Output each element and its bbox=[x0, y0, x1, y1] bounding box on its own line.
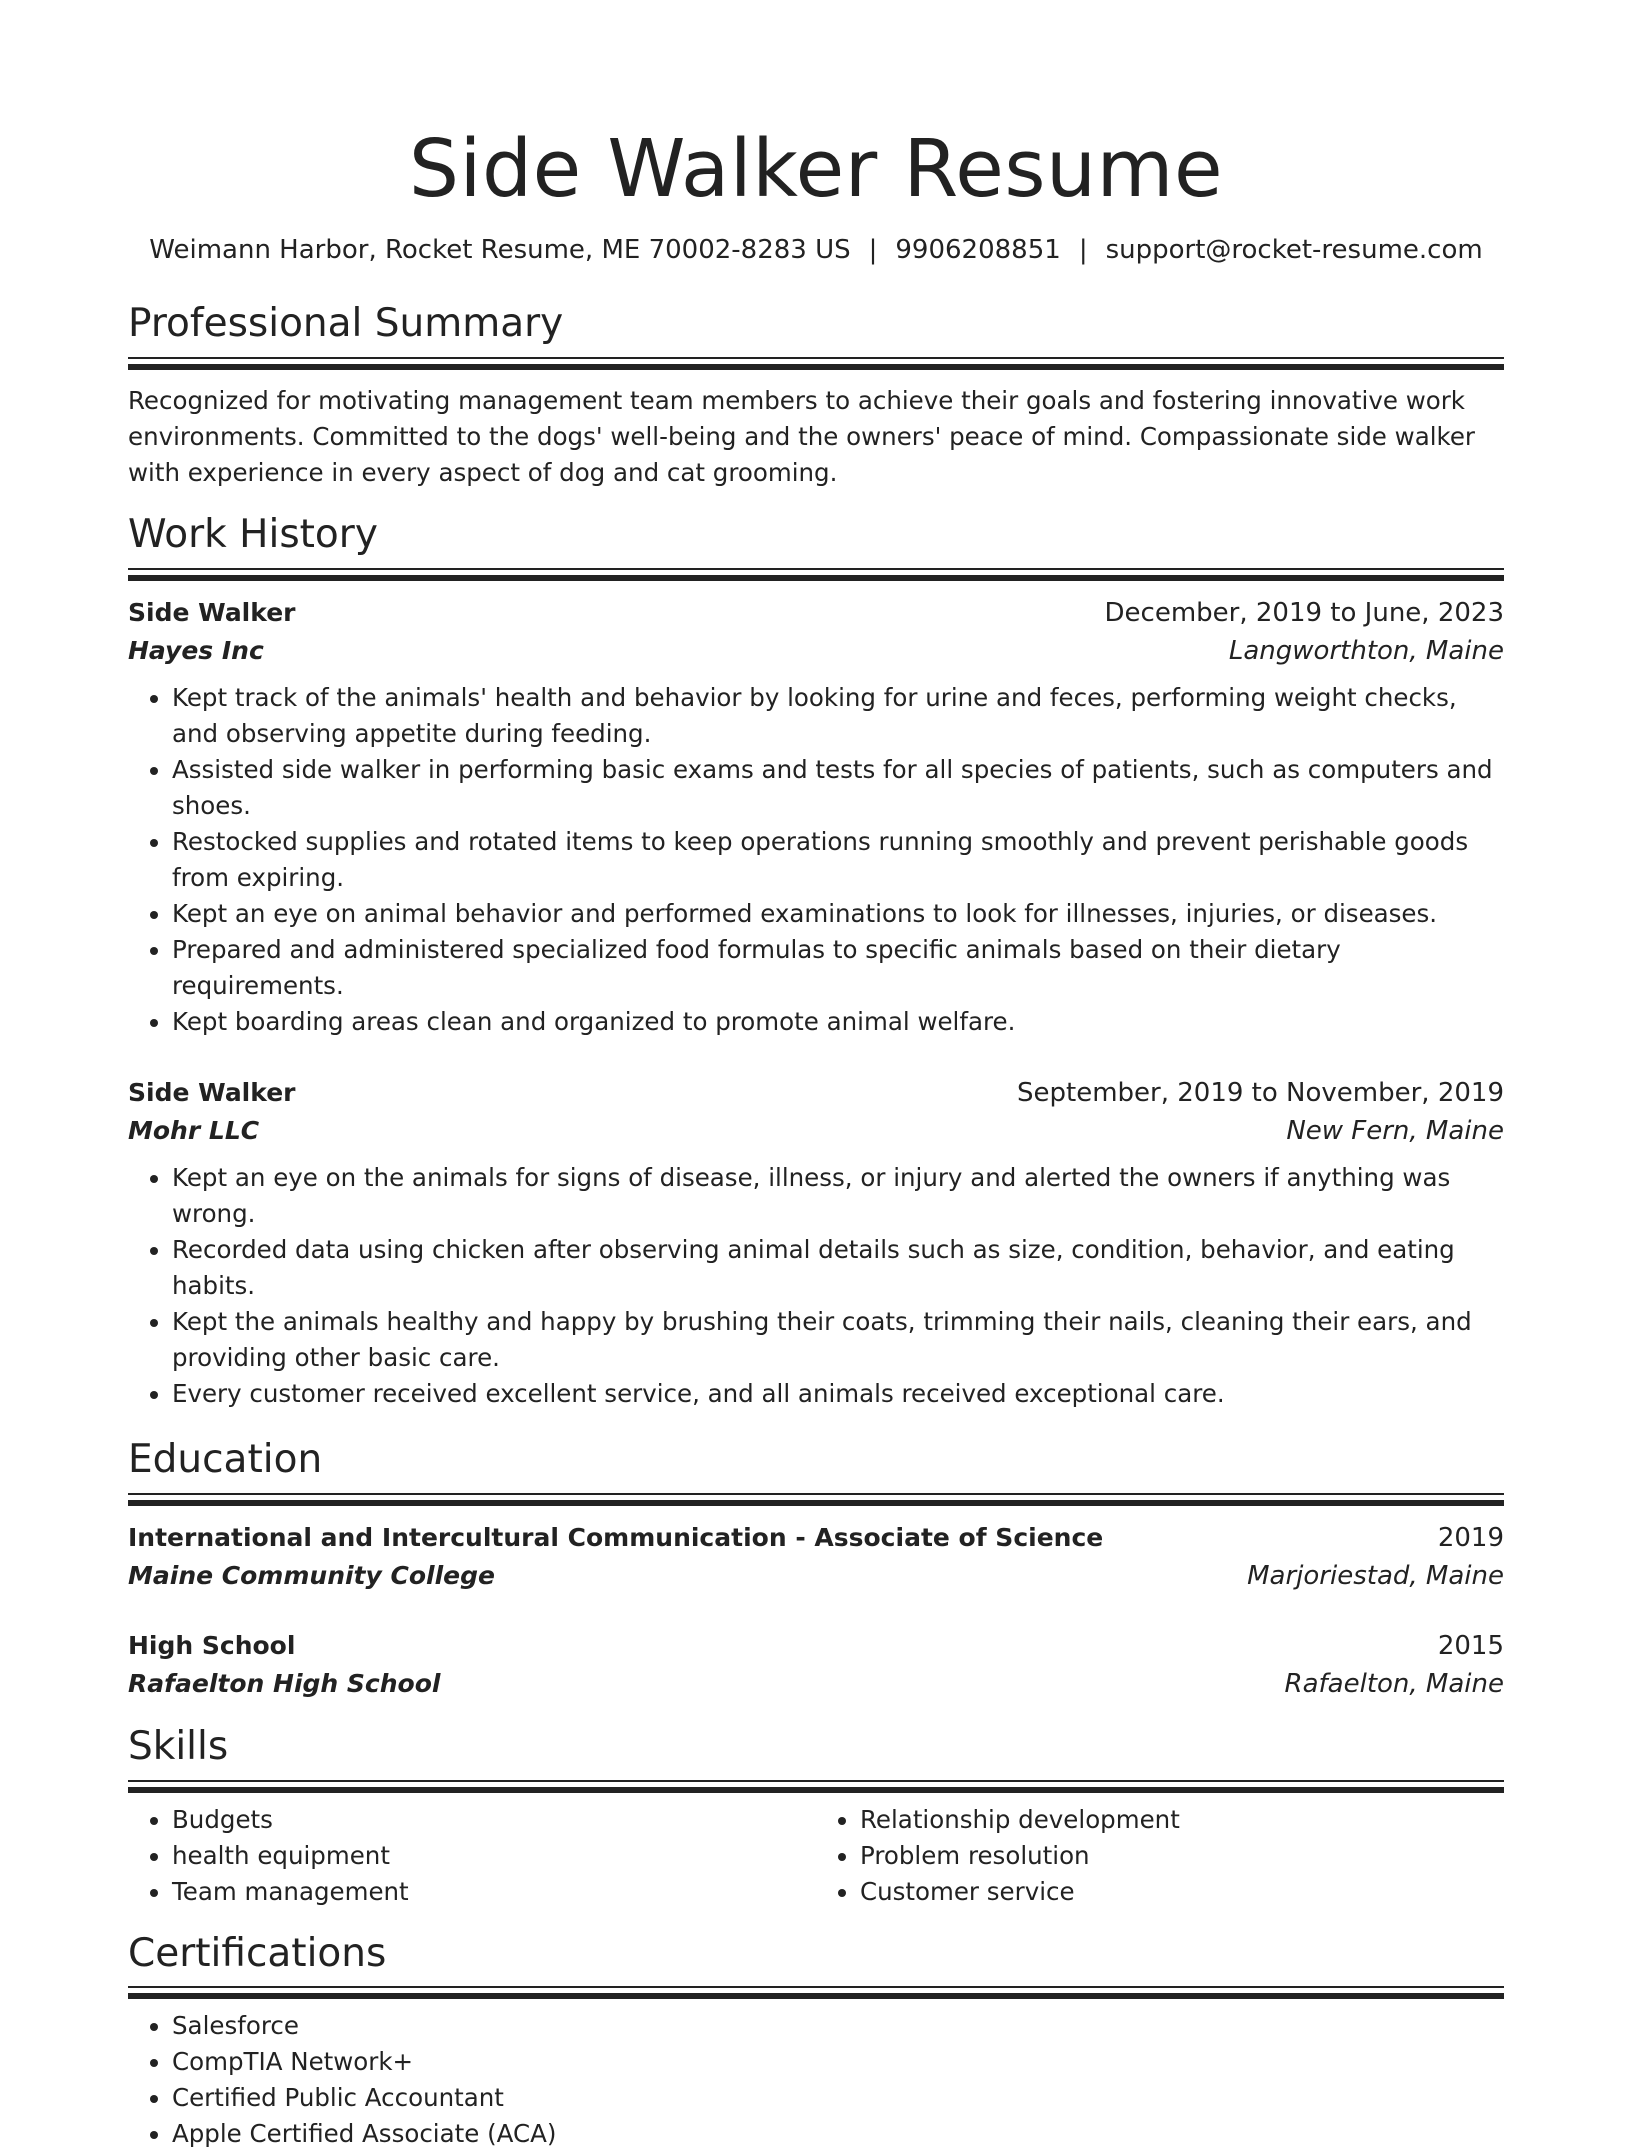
section-divider bbox=[128, 1986, 1504, 2000]
certifications-section bbox=[128, 1932, 1504, 2152]
education-entry bbox=[128, 1627, 1504, 1703]
section-heading: Certifications bbox=[128, 1930, 387, 1976]
duty-item: • Kept an eye on the animals for signs of disease, illness, or injury and alerted the owners if anything was wrong. bbox=[172, 1160, 1504, 1232]
duty-item: • Recorded data using chicken after observing animal details such as size, condition, behavior, and eating habits. bbox=[172, 1232, 1504, 1304]
job-company: Mohr LLC bbox=[128, 1115, 260, 1145]
duty-item: • Prepared and administered specialized food formulas to specific animals based on their dietary requirements. bbox=[172, 932, 1504, 1004]
summary-section bbox=[128, 302, 1504, 491]
certification-item: • Salesforce bbox=[172, 2008, 1504, 2044]
section-heading: Education bbox=[128, 1436, 323, 1482]
section-divider bbox=[128, 1493, 1504, 1507]
education-header bbox=[128, 1627, 1504, 1665]
certification-item: • CompTIA Network+ bbox=[172, 2044, 1504, 2080]
degree: International and Intercultural Communication - Associate of Science bbox=[128, 1522, 1104, 1552]
duty-item: • Kept boarding areas clean and organized to promote animal welfare. bbox=[172, 1004, 1504, 1040]
section-divider bbox=[128, 1780, 1504, 1794]
contact-line bbox=[128, 235, 1504, 266]
job-header bbox=[128, 594, 1504, 632]
work-section bbox=[128, 513, 1504, 1412]
skills-section bbox=[128, 1725, 1504, 1910]
address: Weimann Harbor, Rocket Resume, ME 70002-8283 US bbox=[149, 235, 851, 265]
job-subheader bbox=[128, 1112, 1504, 1150]
email: support@rocket-resume.com bbox=[1105, 235, 1483, 265]
job-title: Side Walker bbox=[128, 597, 296, 627]
degree: High School bbox=[128, 1630, 296, 1660]
education-entry bbox=[128, 1519, 1504, 1595]
school-name: Maine Community College bbox=[128, 1560, 495, 1590]
job-subheader bbox=[128, 632, 1504, 670]
education-subheader bbox=[128, 1665, 1504, 1703]
skill-item: • Team management bbox=[172, 1874, 816, 1910]
job-dates: December, 2019 to June, 2023 bbox=[1104, 597, 1504, 628]
skills-list-right bbox=[816, 1802, 1504, 1910]
education-section bbox=[128, 1438, 1504, 1703]
phone: 9906208851 bbox=[895, 235, 1061, 265]
resume-title: Side Walker Resume bbox=[408, 123, 1224, 215]
duty-item: • Assisted side walker in performing basic exams and tests for all species of patients, such as computers and shoes. bbox=[172, 752, 1504, 824]
job-location: Langworthton, Maine bbox=[1228, 635, 1504, 666]
skill-item: • Relationship development bbox=[860, 1802, 1504, 1838]
section-divider bbox=[128, 568, 1504, 582]
duty-item: • Kept an eye on animal behavior and performed examinations to look for illnesses, injuries, or diseases. bbox=[172, 896, 1504, 932]
school-location: Marjoriestad, Maine bbox=[1247, 1560, 1504, 1591]
skill-item: • Customer service bbox=[860, 1874, 1504, 1910]
separator: | bbox=[868, 235, 878, 265]
education-header bbox=[128, 1519, 1504, 1557]
summary-text: Recognized for motivating management team members to achieve their goals and fostering innovative work environments. Committed to the dogs' well-being and the owners' peace of mind. Compassionate side walker with experience in every aspect of dog and cat grooming. bbox=[128, 386, 1475, 488]
section-heading: Work History bbox=[128, 512, 378, 558]
skill-item: • Budgets bbox=[172, 1802, 816, 1838]
job-company: Hayes Inc bbox=[128, 635, 264, 665]
education-subheader bbox=[128, 1557, 1504, 1595]
job-duties bbox=[128, 1160, 1504, 1412]
job-dates: September, 2019 to November, 2019 bbox=[1017, 1077, 1504, 1108]
section-heading: Skills bbox=[128, 1723, 229, 1769]
duty-item: • Kept track of the animals' health and behavior by looking for urine and feces, performing weight checks, and observing appetite during feeding. bbox=[172, 680, 1504, 752]
skill-item: • health equipment bbox=[172, 1838, 816, 1874]
job-entry bbox=[128, 594, 1504, 1040]
section-divider bbox=[128, 357, 1504, 371]
certifications-list bbox=[128, 2008, 1504, 2152]
job-entry bbox=[128, 1074, 1504, 1412]
school-location: Rafaelton, Maine bbox=[1284, 1668, 1504, 1699]
skill-item: • Problem resolution bbox=[860, 1838, 1504, 1874]
duty-item: • Every customer received excellent service, and all animals received exceptional care. bbox=[172, 1376, 1504, 1412]
job-title: Side Walker bbox=[128, 1077, 296, 1107]
school-name: Rafaelton High School bbox=[128, 1668, 441, 1698]
certification-item: • Certified Public Accountant bbox=[172, 2080, 1504, 2116]
skills-list-left bbox=[128, 1802, 816, 1910]
job-location: New Fern, Maine bbox=[1286, 1115, 1504, 1146]
graduation-year: 2019 bbox=[1437, 1522, 1504, 1553]
separator: | bbox=[1078, 235, 1088, 265]
duty-item: • Kept the animals healthy and happy by brushing their coats, trimming their nails, cleaning their ears, and providing other basic care. bbox=[172, 1304, 1504, 1376]
certification-item: • Apple Certified Associate (ACA) bbox=[172, 2116, 1504, 2152]
skills-columns bbox=[128, 1802, 1504, 1910]
duty-item: • Restocked supplies and rotated items to keep operations running smoothly and prevent perishable goods from expiring. bbox=[172, 824, 1504, 896]
job-header bbox=[128, 1074, 1504, 1112]
resume-page bbox=[128, 112, 1504, 2152]
section-heading: Professional Summary bbox=[128, 301, 564, 347]
graduation-year: 2015 bbox=[1437, 1630, 1504, 1661]
job-duties bbox=[128, 680, 1504, 1040]
